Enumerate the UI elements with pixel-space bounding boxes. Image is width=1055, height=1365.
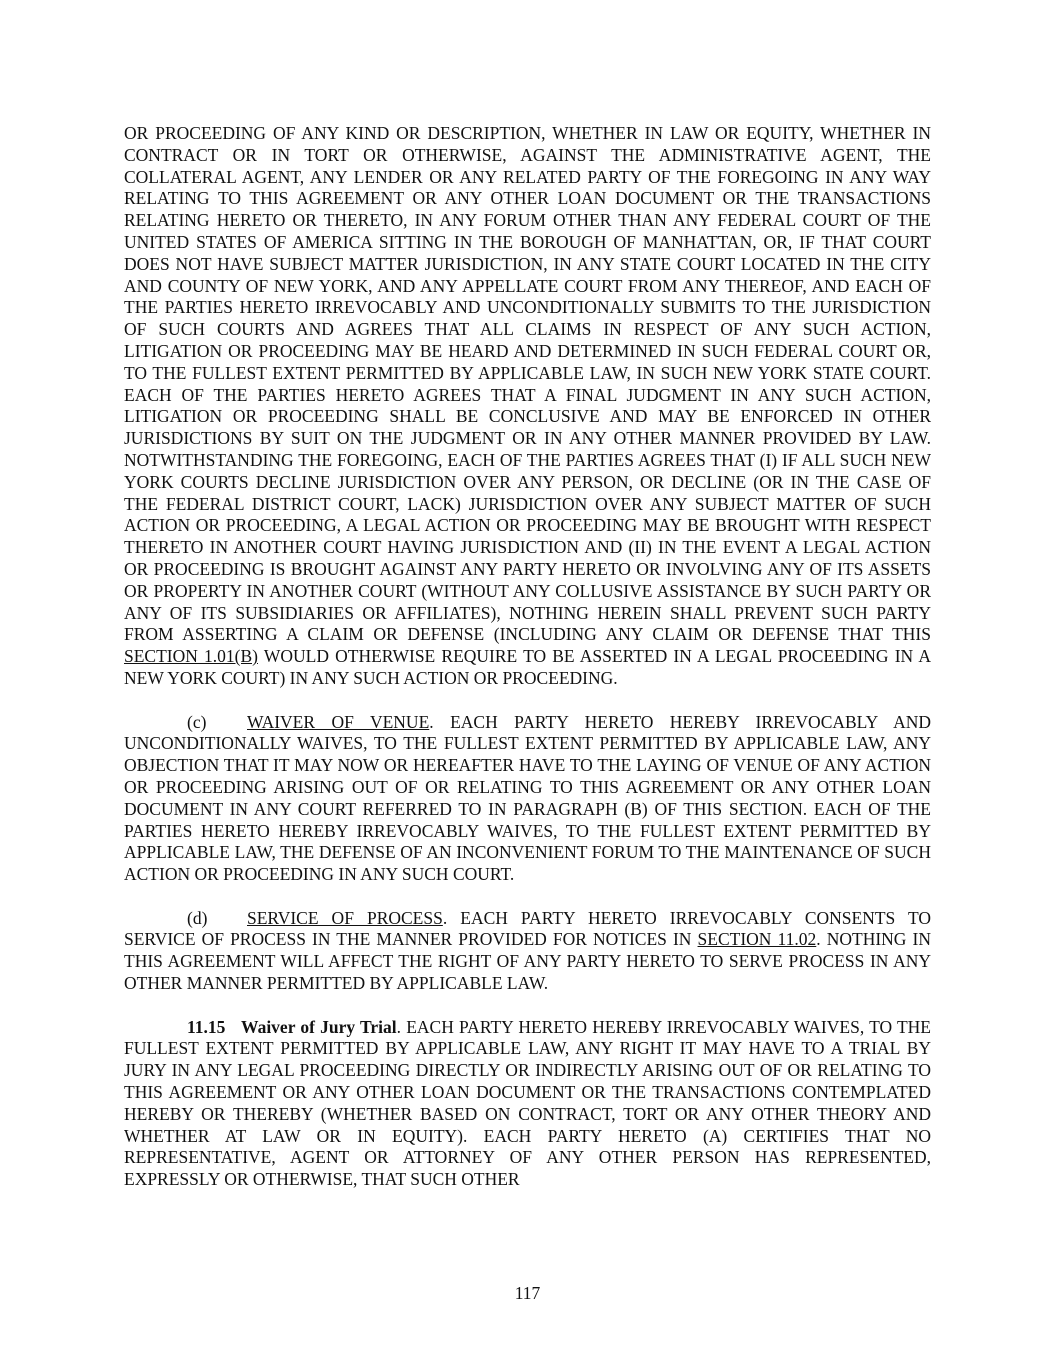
paragraph-text: . EACH PARTY HERETO HEREBY IRREVOCABLY AND UNCONDITIONALLY WAIVES, TO THE FULLEST EXTENT PERMITTED BY APPLICABLE LAW, ANY OBJECTION THAT IT MAY NOW OR HEREAFTER HAVE TO THE LAYING OF VENUE OF ANY ACTION OR PROCEEDING ARISING OUT OF OR RELATING TO THIS AGREEMENT OR ANY OTHER LOAN DOCUMENT IN ANY COURT REFERRED TO IN PARAGRAPH (B) OF THIS SECTION. EACH OF THE PARTIES HERETO HEREBY IRREVOCABLY WAIVES, TO THE FULLEST EXTENT PERMITTED BY APPLICABLE LAW, THE DEFENSE OF AN INCONVENIENT FORUM TO THE MAINTENANCE OF SUCH ACTION OR PROCEEDING IN ANY SUCH COURT.	[124, 711, 931, 885]
paragraph-text: . EACH PARTY HERETO HEREBY IRREVOCABLY WAIVES, TO THE FULLEST EXTENT PERMITTED BY APPLICABLE LAW, ANY RIGHT IT MAY HAVE TO A TRIAL BY JURY IN ANY LEGAL PROCEEDING DIRECTLY OR INDIRECTLY ARISING OUT OF OR RELATING TO THIS AGREEMENT OR ANY OTHER LOAN DOCUMENT OR THE TRANSACTIONS CONTEMPLATED HEREBY OR THEREBY (WHETHER BASED ON CONTRACT, TORT OR ANY OTHER THEORY AND WHETHER AT LAW OR IN EQUITY). EACH PARTY HERETO (A) CERTIFIES THAT NO REPRESENTATIVE, AGENT OR ATTORNEY OF ANY OTHER PERSON HAS REPRESENTED, EXPRESSLY OR OTHERWISE, THAT SUCH OTHER	[124, 1016, 931, 1190]
section-reference-link[interactable]: SECTION 11.02	[697, 929, 817, 950]
clause-heading: SERVICE OF PROCESS	[247, 907, 443, 928]
document-page	[124, 123, 931, 1191]
section-waiver-of-jury-trial	[124, 1017, 931, 1191]
paragraph-text: OR PROCEEDING OF ANY KIND OR DESCRIPTION, WHETHER IN LAW OR EQUITY, WHETHER IN CONTRACT OR IN TORT OR OTHERWISE, AGAINST THE ADMINISTRATIVE AGENT, THE COLLATERAL AGENT, ANY LENDER OR ANY RELATED PARTY OF THE FOREGOING IN ANY WAY RELATING TO THIS AGREEMENT OR ANY OTHER LOAN DOCUMENT OR THE TRANSACTIONS RELATING HERETO OR THERETO, IN ANY FORUM OTHER THAN ANY FEDERAL COURT OF THE UNITED STATES OF AMERICA SITTING IN THE BOROUGH OF MANHATTAN, OR, IF THAT COURT DOES NOT HAVE SUBJECT MATTER JURISDICTION, IN ANY STATE COURT LOCATED IN THE CITY AND COUNTY OF NEW YORK, AND ANY APPELLATE COURT FROM ANY THEREOF, AND EACH OF THE PARTIES HERETO IRREVOCABLY AND UNCONDITIONALLY SUBMITS TO THE JURISDICTION OF SUCH COURTS AND AGREES THAT ALL CLAIMS IN RESPECT OF ANY SUCH ACTION, LITIGATION OR PROCEEDING MAY BE HEARD AND DETERMINED IN SUCH FEDERAL COURT OR, TO THE FULLEST EXTENT PERMITTED BY APPLICABLE LAW, IN SUCH NEW YORK STATE COURT. EACH OF THE PARTIES HERETO AGREES THAT A FINAL JUDGMENT IN ANY SUCH ACTION, LITIGATION OR PROCEEDING SHALL BE CONCLUSIVE AND MAY BE ENFORCED IN OTHER JURISDICTIONS BY SUIT ON THE JUDGMENT OR IN ANY OTHER MANNER PROVIDED BY LAW. NOTWITHSTANDING THE FOREGOING, EACH OF THE PARTIES AGREES THAT (I) IF ALL SUCH NEW YORK COURTS DECLINE JURISDICTION OVER ANY PERSON, OR DECLINE (OR IN THE CASE OF THE FEDERAL DISTRICT COURT, LACK) JURISDICTION OVER ANY SUBJECT MATTER OF SUCH ACTION OR PROCEEDING, A LEGAL ACTION OR PROCEEDING MAY BE BROUGHT WITH RESPECT THERETO IN ANOTHER COURT HAVING JURISDICTION AND (II) IN THE EVENT A LEGAL ACTION OR PROCEEDING IS BROUGHT AGAINST ANY PARTY HERETO OR INVOLVING ANY OF ITS ASSETS OR PROPERTY IN ANOTHER COURT (WITHOUT ANY COLLUSIVE ASSISTANCE BY SUCH PARTY OR ANY OF ITS SUBSIDIARIES OR AFFILIATES), NOTHING HEREIN SHALL PREVENT SUCH PARTY FROM ASSERTING A CLAIM OR DEFENSE (INCLUDING ANY CLAIM OR DEFENSE THAT THIS	[124, 123, 931, 645]
paragraph-waiver-of-venue	[124, 712, 931, 886]
paragraph-service-of-process	[124, 908, 931, 995]
paragraph-text: . NOTHING IN THIS AGREEMENT WILL AFFECT THE RIGHT OF ANY PARTY HERETO TO SERVE PROCESS IN ANY OTHER MANNER PERMITTED BY APPLICABLE LAW.	[124, 929, 931, 994]
page-number: 117	[514, 1283, 541, 1303]
section-heading: Waiver of Jury Trial	[241, 1016, 397, 1037]
clause-label: (c)	[187, 711, 207, 732]
clause-heading: WAIVER OF VENUE	[247, 711, 430, 732]
section-reference-link[interactable]: SECTION 1.01(B)	[124, 646, 258, 667]
paragraph-jurisdiction	[124, 123, 931, 690]
section-number: 11.15	[187, 1016, 226, 1037]
paragraph-text: . EACH PARTY HERETO IRREVOCABLY CONSENTS TO SERVICE OF PROCESS IN THE MANNER PROVIDED FOR NOTICES IN	[124, 907, 932, 950]
clause-label: (d)	[187, 907, 208, 928]
paragraph-text: WOULD OTHERWISE REQUIRE TO BE ASSERTED IN A LEGAL PROCEEDING IN A NEW YORK COURT) IN ANY SUCH ACTION OR PROCEEDING.	[124, 646, 931, 688]
